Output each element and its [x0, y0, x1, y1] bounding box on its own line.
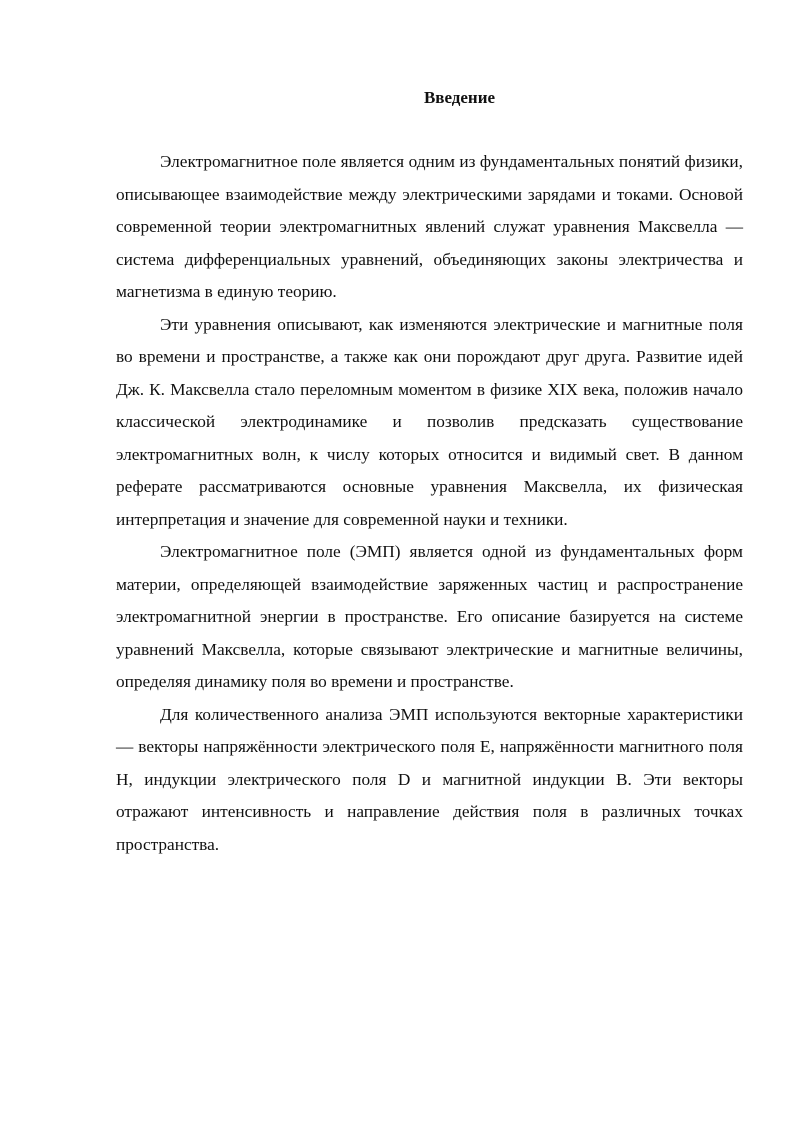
paragraph-2: Эти уравнения описывают, как изменяются электрические и магнитные поля во времени и пространстве, а также как они порождают друг друга. Развитие идей Дж. К. Максвелла стало переломным моментом в физике XIX века, положив начало классической электродинамике и позволив предсказать существование электромагнитных волн, к числу которых относится и видимый свет. В данном реферате рассматриваются основные уравнения Максвелла, их физическая интерпретация и значение для современной науки и техники. — [116, 314, 743, 529]
section-heading: Введение — [423, 88, 496, 107]
paragraph-3: Электромагнитное поле (ЭМП) является одной из фундаментальных форм материи, определяющей взаимодействие заряженных частиц и распространение электромагнитной энергии в пространстве. Его описание базируется на системе уравнений Максвелла, которые связывают электрические и магнитные величины, определяя динамику поля во времени и пространстве. — [116, 542, 743, 691]
paragraph-1: Электромагнитное поле является одним из фундаментальных понятий физики, описывающее взаимодействие между электрическими зарядами и токами. Основой современной теории электромагнитных явлений служат уравнения Максвелла — система дифференциальных уравнений, объединяющих законы электричества и магнетизма в единую теорию. — [116, 152, 743, 301]
paragraph-4: Для количественного анализа ЭМП используются векторные характеристики — векторы напряжённости электрического поля E, напряжённости магнитного поля H, индукции электрического поля D и магнитной индукции B. Эти векторы отражают интенсивность и направление действия поля в различных точках пространства. — [116, 704, 743, 854]
